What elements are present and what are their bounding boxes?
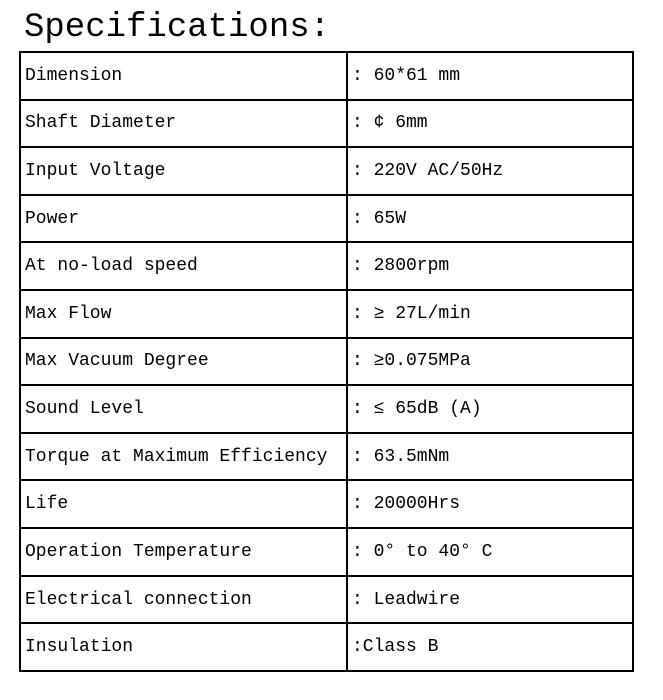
table-row <box>20 480 633 528</box>
spec-label: Torque at Maximum Efficiency <box>20 433 347 481</box>
table-row <box>20 100 633 148</box>
spec-label: Insulation <box>20 623 347 671</box>
table-row <box>20 528 633 576</box>
table-row <box>20 576 633 624</box>
table-row <box>20 385 633 433</box>
spec-value: : 60*61 mm <box>347 52 633 100</box>
table-row <box>20 52 633 100</box>
spec-label: Operation Temperature <box>20 528 347 576</box>
spec-label: Shaft Diameter <box>20 100 347 148</box>
spec-value: : ≤ 65dB (A) <box>347 385 633 433</box>
spec-label: Max Flow <box>20 290 347 338</box>
table-row <box>20 338 633 386</box>
spec-value: : 2800rpm <box>347 242 633 290</box>
table-row <box>20 290 633 338</box>
table-row <box>20 147 633 195</box>
table-row <box>20 195 633 243</box>
spec-value: : Leadwire <box>347 576 633 624</box>
spec-value: : ≥ 27L/min <box>347 290 633 338</box>
spec-value: : 65W <box>347 195 633 243</box>
spec-value: : ≥0.075MPa <box>347 338 633 386</box>
table-row <box>20 433 633 481</box>
spec-value: : 20000Hrs <box>347 480 633 528</box>
spec-value: : 63.5mNm <box>347 433 633 481</box>
spec-label: Electrical connection <box>20 576 347 624</box>
table-row <box>20 242 633 290</box>
spec-label: Dimension <box>20 52 347 100</box>
spec-label: Max Vacuum Degree <box>20 338 347 386</box>
table-row <box>20 623 633 671</box>
spec-value: : 220V AC/50Hz <box>347 147 633 195</box>
spec-label: Life <box>20 480 347 528</box>
spec-label: Power <box>20 195 347 243</box>
spec-label: Sound Level <box>20 385 347 433</box>
page-title: Specifications: <box>24 9 331 47</box>
spec-value: : 0° to 40° C <box>347 528 633 576</box>
spec-label: Input Voltage <box>20 147 347 195</box>
spec-label: At no-load speed <box>20 242 347 290</box>
spec-value: : ¢ 6mm <box>347 100 633 148</box>
specifications-table <box>19 51 634 672</box>
spec-value: :Class B <box>347 623 633 671</box>
